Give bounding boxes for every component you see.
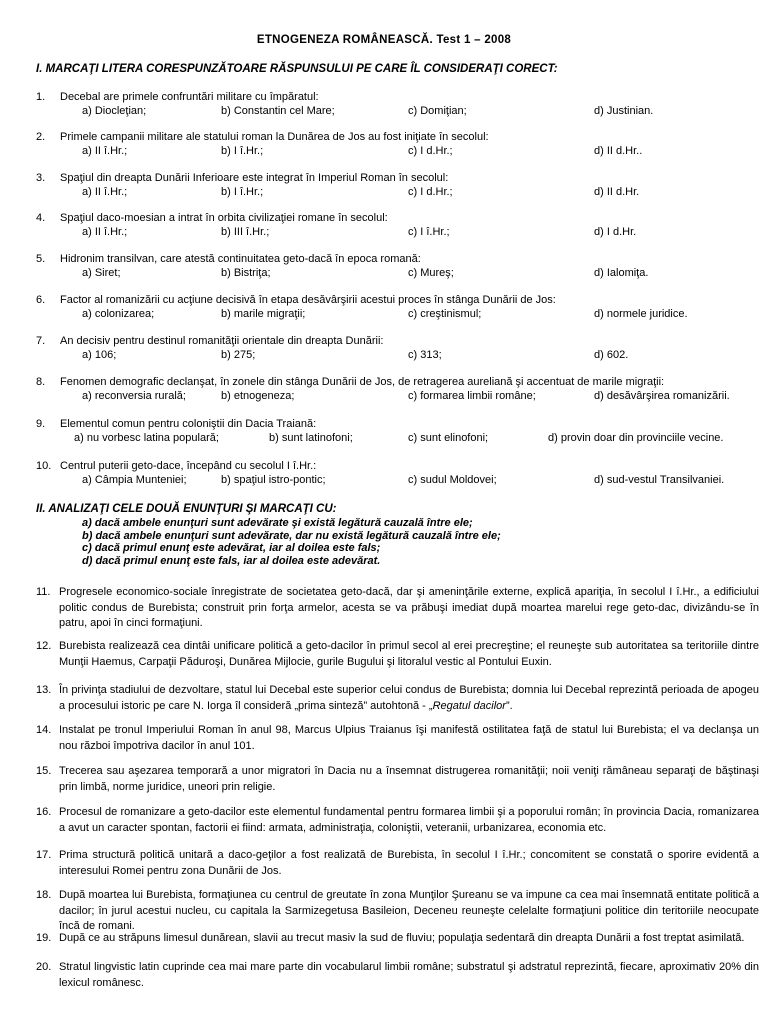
question-stem: Decebal are primele confruntări militare cu împăratul: [60,91,319,103]
question-stem: Factor al romanizării cu acţiune decisivă în etapa desăvârşirii acestui proces în stânga Dunării de Jos: [60,294,556,306]
statement-number: 11. [36,586,51,598]
statement-text: Burebista realizează cea dintâi unificare politică a geto-dacilor în primul secol al erei precreştine; el reuneşte sub autoritatea sa teritoriile dintre Munţii Haemus, Carpaţii Păduroşi, Dunărea Mijlocie, gurile Bugului şi litoralul vestic al Pontului Euxin. [59,640,759,668]
statement-number: 15. [36,765,52,777]
statement-number: 12. [36,640,52,652]
legend-item-c: c) dacă primul enunţ este adevărat, iar al doilea este fals; [82,542,381,554]
option-b: b) etnogeneza; [221,390,295,402]
statement-number: 13. [36,684,52,696]
option-a: a) 106; [82,349,117,361]
question-number: 9. [36,418,46,430]
option-a: a) Diocleţian; [82,105,147,117]
option-b: b) spaţiul istro-pontic; [221,474,326,486]
option-d: d) I d.Hr. [594,226,637,238]
option-b: b) Constantin cel Mare; [221,105,335,117]
option-c: c) formarea limbii române; [408,390,536,402]
question-number: 10. [36,460,52,472]
option-d: d) provin doar din provinciile vecine. [548,432,724,444]
statement-number: 20. [36,961,52,973]
option-d: d) desăvârşirea romanizării. [594,390,730,402]
option-a: a) II î.Hr.; [82,186,128,198]
statement-number: 18. [36,889,52,901]
option-a: a) Câmpia Munteniei; [82,474,187,486]
section-2-heading: II. ANALIZAŢI CELE DOUĂ ENUNŢURI ŞI MARCAŢI CU: [36,503,337,515]
statement-text: După moartea lui Burebista, formaţiunea cu centrul de greutate în zona Munţilor Şureanu se va impune ca cea mai însemnată entitate politică a dacilor; în jurul acestui nucleu, cu capitala la Sarmizegetusa Basileion, Deceneu reuneşte celelalte formaţiuni politice din teritoriile neocupate încă de romani. [59,889,759,932]
option-d: d) Ialomiţa. [594,267,649,279]
question-number: 8. [36,376,46,388]
question-number: 7. [36,335,46,347]
statement-number: 16. [36,806,52,818]
option-d: d) normele juridice. [594,308,688,320]
statement-text: Prima structură politică unitară a daco-geţilor a fost realizată de Burebista, în secolul I î.Hr.; concomitent se constată o sporire evidentă a interesului Romei pentru zona Dunării de Jos. [59,849,759,877]
statement-text [59,683,759,714]
option-c: c) I î.Hr.; [408,226,450,238]
statement-text: Progresele economico-sociale înregistrate de societatea geto-dacă, dar şi ameninţările externe, explică apariţia, în secolul I î.Hr., a edificiului politic condus de Burebista; construit prin forţa armelor, acesta se va prăbuşi imediat după moartea marelui rege geto-dac, divizându-se în patru, apoi în cinci formaţiuni. [59,586,759,629]
legend-item-b: b) dacă ambele enunţuri sunt adevărate, dar nu există legătură cauzală între ele; [82,529,501,542]
option-c: c) sudul Moldovei; [408,474,497,486]
question-stem: Primele campanii militare ale statului roman la Dunărea de Jos au fost iniţiate în secolul: [60,131,489,143]
legend-item-a: a) dacă ambele enunţuri sunt adevărate şi există legătură cauzală între ele; [82,517,473,529]
option-b: b) Bistriţa; [221,267,271,279]
option-b: b) I î.Hr.; [221,145,264,157]
question-number: 6. [36,294,46,306]
option-a: a) reconversia rurală; [82,390,186,402]
statement-text-italic: Regatul dacilor [432,699,506,712]
statement-number: 14. [36,724,52,736]
question-stem: Hidronim transilvan, care atestă continuitatea geto-dacă în epoca romană: [60,253,421,265]
option-a: a) colonizarea; [82,308,155,320]
statement-text: Instalat pe tronul Imperiului Roman în anul 98, Marcus Ulpius Traianus îşi manifestă ostilitatea faţă de statul lui Burebista; el va declanşa un nou război împotriva dacilor în anul 101. [59,724,759,752]
option-a: a) nu vorbesc latina populară; [74,432,219,444]
option-c: c) Domiţian; [408,105,467,117]
option-d: d) sud-vestul Transilvaniei. [594,474,725,486]
option-c: c) creştinismul; [408,308,482,320]
question-stem: Elementul comun pentru coloniştii din Dacia Traiană: [60,418,317,430]
option-a: a) II î.Hr.; [82,145,128,157]
option-c: c) 313; [408,349,442,361]
statement-number: 17. [36,849,52,861]
page-title: ETNOGENEZA ROMÂNEASCĂ. Test 1 – 2008 [256,34,512,46]
option-c: c) I d.Hr.; [408,145,453,157]
option-b: b) III î.Hr.; [221,226,270,238]
question-number: 4. [36,212,46,224]
statement-text-main: În privinţa stadiului de dezvoltare, statul lui Decebal este superior celui condus de Burebista; domnia lui Decebal reprezintă perioada de apogeu a procesului istoric pe care N. Iorga îl consideră „prima sinteză” autohtonă - „ [59,684,759,712]
statement-number: 19. [36,932,52,944]
option-b: b) marile migraţii; [221,308,306,320]
option-d: d) Justinian. [594,105,654,117]
question-number: 2. [36,131,46,143]
question-number: 5. [36,253,46,265]
legend-item-d: d) dacă primul enunţ este fals, iar al doilea este adevărat. [82,554,381,567]
statement-text: Trecerea sau aşezarea temporară a unor migratori în Dacia nu a însemnat distrugerea romanităţii; noii veniţi rămâneau separaţi de băştinaşi prin limbă, norme juridice, uneori prin religie. [59,765,759,793]
option-c: c) I d.Hr.; [408,186,453,198]
option-c: c) sunt elinofoni; [408,432,489,444]
question-stem: Spaţiul din dreapta Dunării Inferioare este integrat în Imperiul Roman în secolul: [60,172,449,184]
question-stem: Fenomen demografic declanşat, în zonele din stânga Dunării de Jos, de retragerea aureliană şi accentuat de marile migraţii: [60,376,665,388]
option-d: d) II d.Hr. [594,186,640,198]
statement-text: Procesul de romanizare a geto-dacilor este elementul fundamental pentru formarea limbii şi a poporului român; în provincia Dacia, romanizarea a avut un caracter spontan, factorii ei fiind: armata, administraţia, coloniştii, veteranii, urbanizarea, economia etc. [59,806,759,834]
question-stem: Spaţiul daco-moesian a intrat în orbita civilizaţiei romane în secolul: [60,212,388,224]
option-b: b) I î.Hr.; [221,186,264,198]
statement-text-end: ”. [505,699,513,712]
question-number: 1. [36,91,46,103]
option-b: b) sunt latinofoni; [269,432,353,444]
option-a: a) Siret; [82,267,121,279]
question-stem: An decisiv pentru destinul romanităţii orientale din dreapta Dunării: [60,335,384,347]
option-d: d) 602. [594,349,629,361]
option-b: b) 275; [221,349,256,361]
answer-key-legend [82,517,501,567]
statement-text: Stratul lingvistic latin cuprinde cea mai mare parte din vocabularul limbii române; substratul şi adstratul reprezintă, fiecare, aproximativ 20% din lexicul românesc. [59,961,759,989]
option-c: c) Mureş; [408,267,454,279]
section-1-heading: I. MARCAŢI LITERA CORESPUNZĂTOARE RĂSPUNSULUI PE CARE ÎL CONSIDERAŢI CORECT: [36,63,558,75]
question-stem: Centrul puterii geto-dace, începând cu secolul I î.Hr.: [60,460,317,472]
question-number: 3. [36,172,46,184]
option-d: d) II d.Hr.. [594,145,643,157]
statement-text: După ce au străpuns limesul dunărean, slavii au trecut masiv la sud de fluviu; populaţia sedentară din dreapta Dunării a fost treptat asimilată. [59,932,745,944]
option-a: a) II î.Hr.; [82,226,128,238]
